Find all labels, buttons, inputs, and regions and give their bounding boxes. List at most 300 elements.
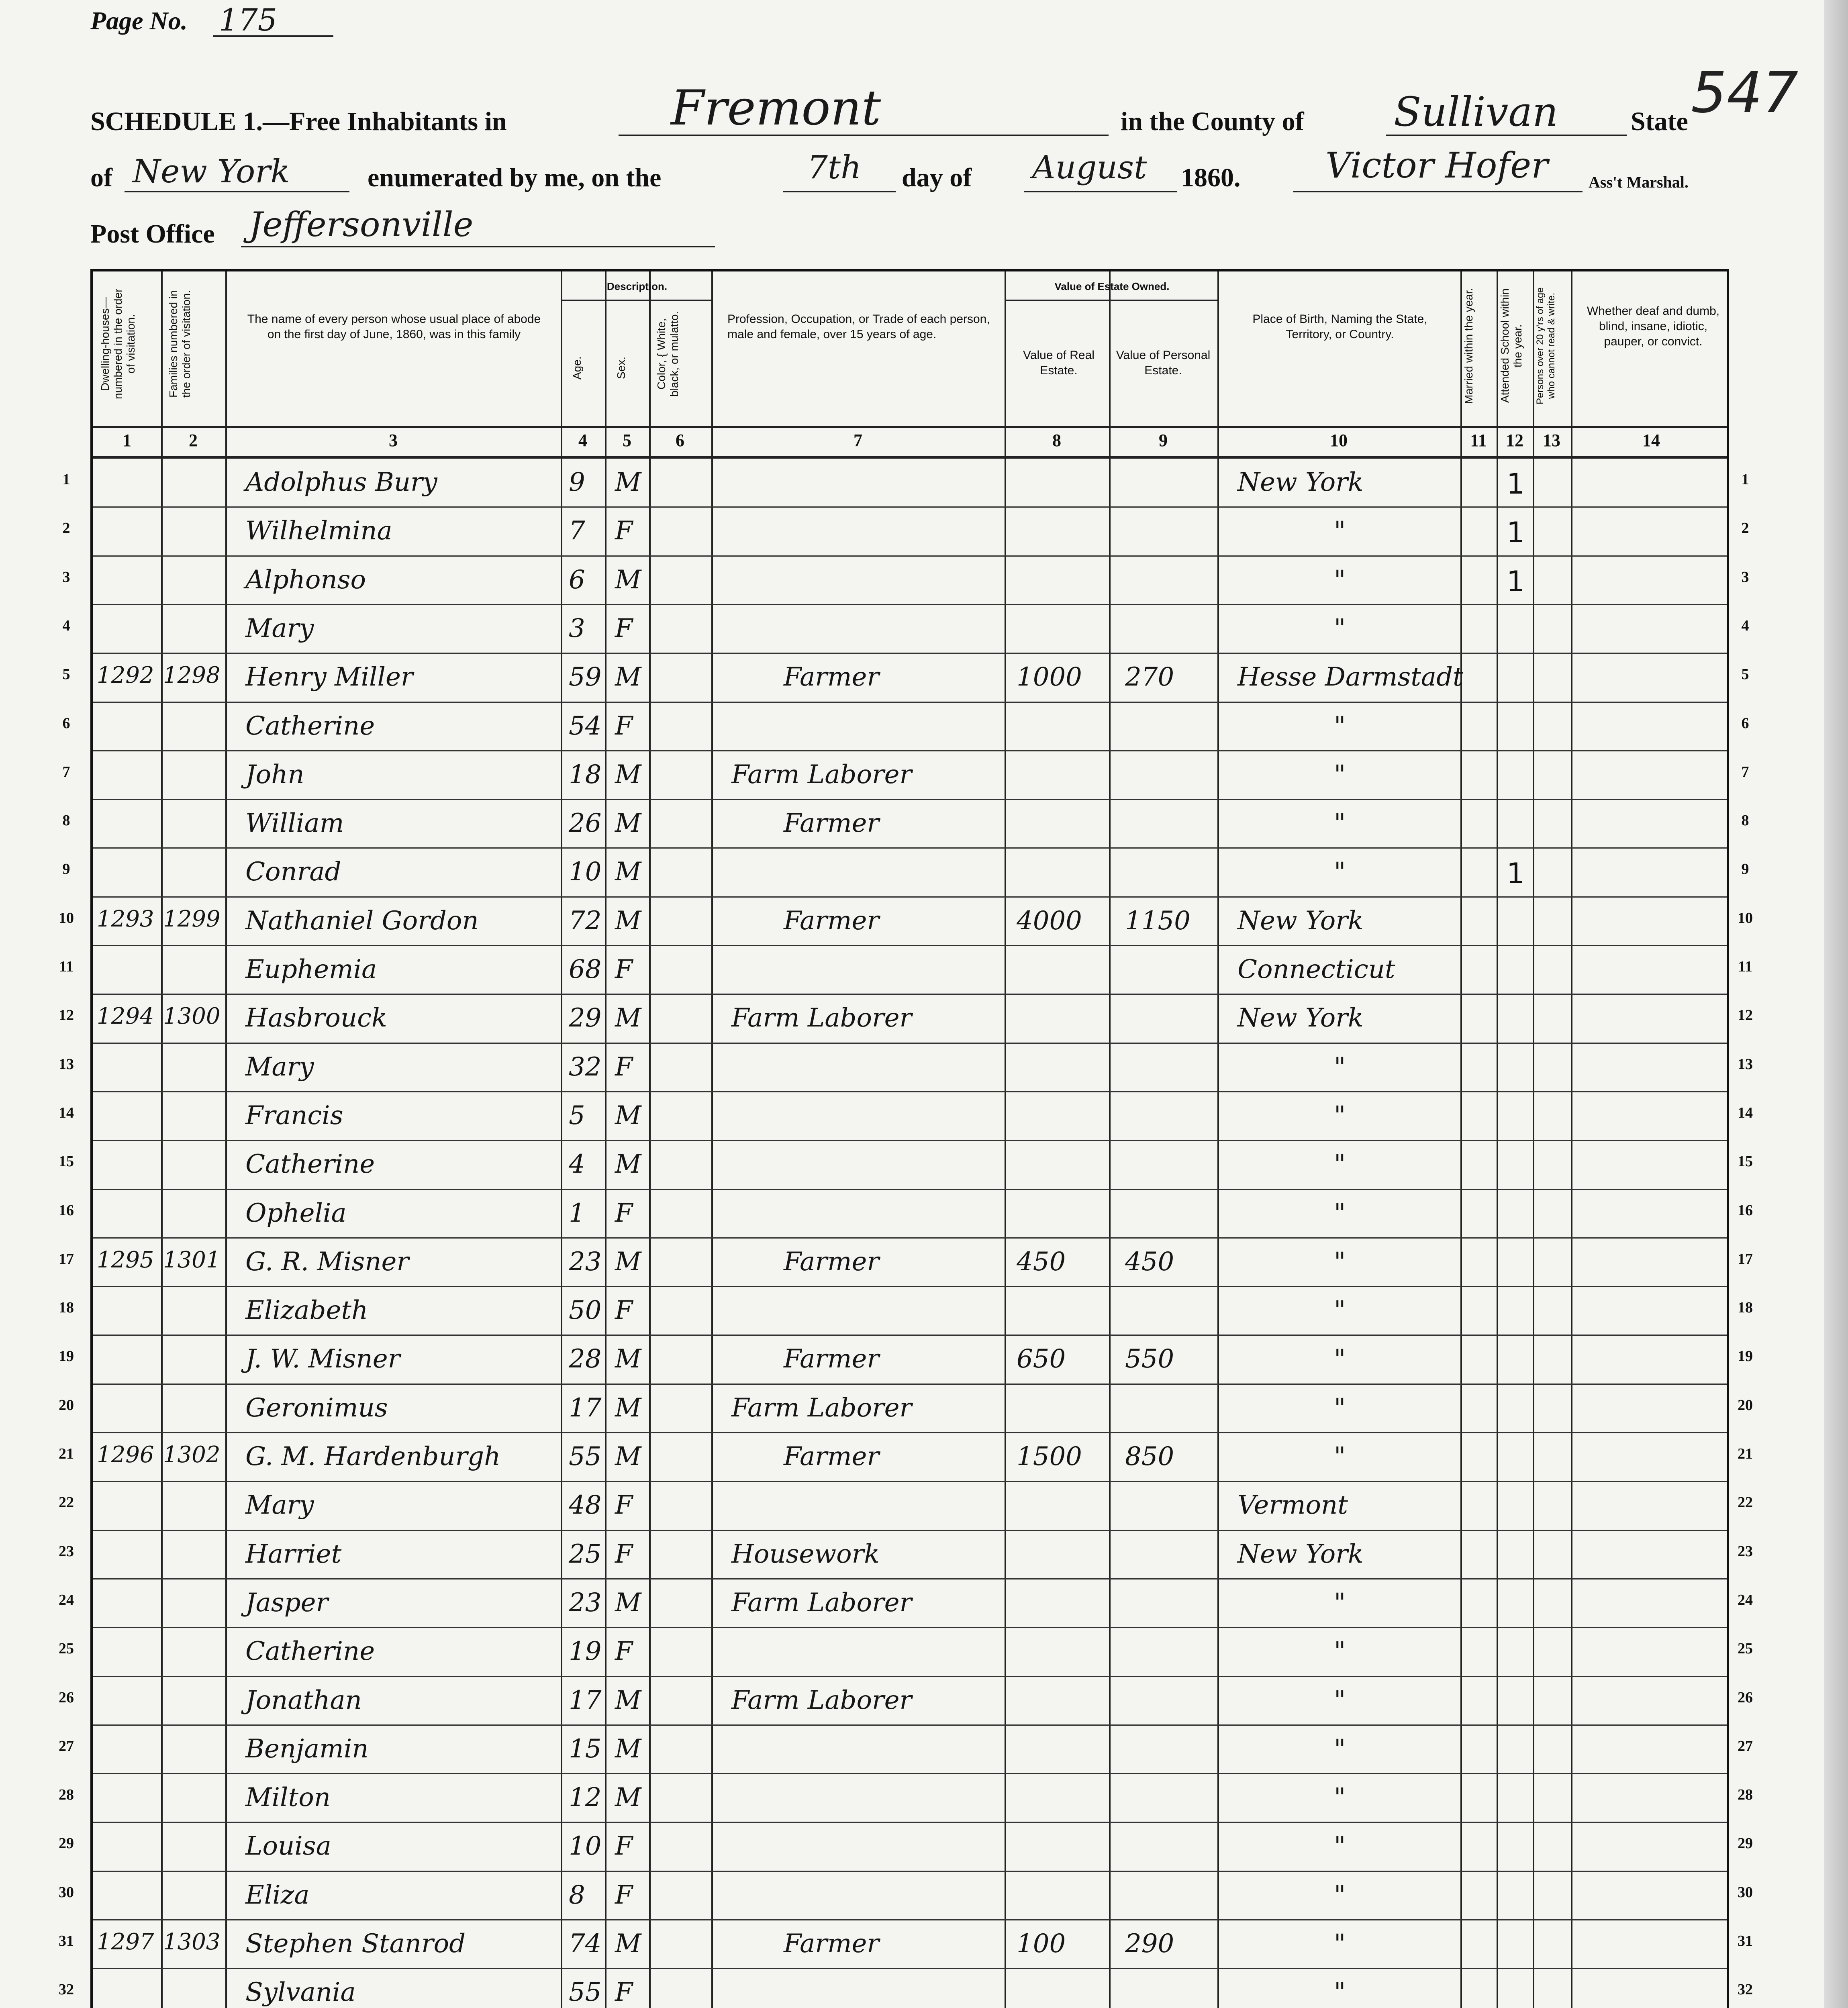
row-number-left: 17 bbox=[59, 1250, 74, 1267]
row-number-right: 1 bbox=[1741, 471, 1749, 488]
row-line bbox=[93, 604, 1727, 605]
value-line bbox=[1005, 300, 1217, 301]
row-number-left: 23 bbox=[59, 1543, 74, 1560]
column-number: 10 bbox=[1330, 431, 1348, 450]
occupation: Farm Laborer bbox=[731, 759, 912, 790]
enumerated-label: enumerated by me, on the bbox=[368, 163, 662, 192]
row-number-left: 9 bbox=[62, 861, 70, 878]
header-disability: Whether deaf and dumb, blind, insane, idiotic, pauper, or convict. bbox=[1587, 304, 1720, 348]
post-office-name: Jeffersonville bbox=[249, 205, 474, 244]
occupation: Farmer bbox=[784, 1442, 879, 1471]
person-name: Francis bbox=[245, 1100, 343, 1131]
person-sex: M bbox=[615, 1442, 641, 1471]
occupation: Farmer bbox=[784, 662, 879, 692]
stamp-number: 547 bbox=[1691, 60, 1799, 126]
row-number-left: 18 bbox=[59, 1299, 74, 1316]
header-family: Families numbered in the order of visitation. bbox=[167, 287, 192, 398]
header-dwelling: Dwelling-houses—numbered in the order of visitation. bbox=[99, 285, 137, 399]
person-sex: M bbox=[615, 759, 641, 790]
person-name: Henry Miller bbox=[245, 662, 413, 692]
personal-estate-value: 1150 bbox=[1125, 906, 1190, 936]
row-line bbox=[93, 1091, 1727, 1092]
day-line bbox=[783, 191, 896, 192]
personal-estate-value: 550 bbox=[1125, 1344, 1174, 1374]
person-name: Adolphus Bury bbox=[245, 467, 437, 497]
person-sex: M bbox=[615, 565, 641, 595]
person-name: J. W. Misner bbox=[245, 1344, 400, 1374]
row-line bbox=[93, 1578, 1727, 1579]
birthplace: " bbox=[1334, 1344, 1346, 1374]
column-number: 5 bbox=[623, 431, 631, 450]
person-sex: F bbox=[615, 1977, 633, 2008]
occupation: Farm Laborer bbox=[731, 1003, 912, 1033]
person-name: Louisa bbox=[245, 1831, 331, 1861]
row-line bbox=[93, 1773, 1727, 1774]
state-label: State bbox=[1631, 107, 1688, 136]
birthplace: " bbox=[1334, 1929, 1346, 1959]
person-age: 7 bbox=[569, 516, 585, 546]
real-estate-value: 1000 bbox=[1017, 662, 1082, 692]
row-number-right: 10 bbox=[1738, 909, 1753, 926]
column-number: 6 bbox=[676, 431, 684, 450]
post-office-line bbox=[241, 246, 715, 247]
row-number-right: 9 bbox=[1741, 861, 1749, 878]
row-number-right: 26 bbox=[1738, 1689, 1753, 1706]
marshal-signature: Victor Hofer bbox=[1325, 145, 1548, 186]
birthplace: " bbox=[1334, 1637, 1346, 1667]
of-label: of bbox=[90, 163, 112, 192]
person-name: Catherine bbox=[245, 711, 375, 741]
birthplace: " bbox=[1334, 613, 1346, 643]
birthplace: " bbox=[1334, 565, 1346, 595]
row-number-right: 5 bbox=[1741, 666, 1749, 683]
birthplace: " bbox=[1334, 1442, 1346, 1471]
row-number-right: 3 bbox=[1741, 568, 1749, 586]
row-number-left: 11 bbox=[59, 958, 74, 975]
row-number-right: 23 bbox=[1738, 1543, 1753, 1560]
person-age: 5 bbox=[569, 1100, 585, 1131]
row-line bbox=[93, 1822, 1727, 1823]
person-sex: M bbox=[615, 1003, 641, 1033]
row-line bbox=[93, 945, 1727, 946]
column-number: 1 bbox=[123, 431, 131, 450]
person-sex: F bbox=[615, 711, 633, 741]
row-number-left: 22 bbox=[59, 1494, 74, 1511]
real-estate-value: 650 bbox=[1017, 1344, 1066, 1374]
person-sex: F bbox=[615, 1831, 633, 1861]
person-age: 9 bbox=[569, 467, 585, 497]
header-age: Age. bbox=[571, 356, 583, 380]
row-number-left: 30 bbox=[59, 1884, 74, 1901]
schedule-title: SCHEDULE 1.—Free Inhabitants in bbox=[90, 107, 507, 136]
person-sex: F bbox=[615, 955, 633, 984]
header-sex: Sex. bbox=[615, 356, 627, 380]
row-number-right: 2 bbox=[1741, 520, 1749, 537]
row-line bbox=[93, 702, 1727, 703]
column-number: 12 bbox=[1506, 431, 1523, 450]
person-name: Sylvania bbox=[245, 1977, 356, 2008]
person-name: Mary bbox=[245, 1490, 314, 1520]
school-mark: 1 bbox=[1507, 516, 1525, 549]
person-age: 18 bbox=[569, 759, 602, 790]
person-name: Alphonso bbox=[245, 565, 366, 595]
birthplace: " bbox=[1334, 711, 1346, 741]
row-number-left: 10 bbox=[59, 909, 74, 926]
person-age: 54 bbox=[569, 711, 602, 741]
dwelling-number: 1294 bbox=[97, 1003, 154, 1030]
row-number-left: 16 bbox=[59, 1202, 74, 1219]
person-name: John bbox=[245, 759, 304, 790]
person-sex: M bbox=[615, 1685, 641, 1715]
header-bottom-line bbox=[93, 426, 1727, 428]
row-line bbox=[93, 896, 1727, 898]
state-line bbox=[125, 191, 349, 192]
census-table bbox=[90, 269, 1729, 2008]
person-age: 17 bbox=[569, 1393, 602, 1423]
birthplace: " bbox=[1334, 759, 1346, 790]
column-number: 3 bbox=[389, 431, 398, 450]
family-number: 1302 bbox=[163, 1442, 221, 1468]
row-line bbox=[93, 847, 1727, 849]
row-line bbox=[93, 1676, 1727, 1677]
person-name: Conrad bbox=[245, 857, 341, 887]
county-label: in the County of bbox=[1121, 107, 1304, 136]
dwelling-number: 1295 bbox=[97, 1247, 154, 1273]
personal-estate-value: 850 bbox=[1125, 1442, 1174, 1471]
row-line bbox=[93, 1627, 1727, 1628]
row-number-right: 11 bbox=[1738, 958, 1752, 975]
row-line bbox=[93, 653, 1727, 654]
person-name: William bbox=[245, 808, 344, 839]
column-number: 2 bbox=[189, 431, 198, 450]
birthplace: Hesse Darmstadt bbox=[1237, 662, 1463, 692]
person-name: Milton bbox=[245, 1783, 331, 1813]
row-number-right: 15 bbox=[1738, 1153, 1753, 1170]
row-number-right: 18 bbox=[1738, 1299, 1753, 1316]
occupation: Farm Laborer bbox=[731, 1588, 912, 1618]
person-name: G. M. Hardenburgh bbox=[245, 1442, 501, 1471]
row-number-left: 20 bbox=[59, 1396, 74, 1414]
family-number: 1299 bbox=[163, 906, 221, 932]
header-description: Description. bbox=[606, 280, 668, 292]
row-number-right: 28 bbox=[1738, 1786, 1753, 1804]
person-age: 15 bbox=[569, 1734, 602, 1764]
person-age: 28 bbox=[569, 1344, 602, 1374]
person-name: Mary bbox=[245, 1052, 314, 1082]
row-line bbox=[93, 1432, 1727, 1433]
row-number-right: 13 bbox=[1738, 1055, 1753, 1073]
row-line bbox=[93, 555, 1727, 557]
person-age: 32 bbox=[569, 1052, 602, 1082]
page-edge-shadow bbox=[1824, 0, 1848, 2008]
row-number-right: 32 bbox=[1738, 1981, 1753, 1998]
birthplace: " bbox=[1334, 1880, 1346, 1910]
birthplace: " bbox=[1334, 1977, 1346, 2008]
row-line bbox=[93, 1724, 1727, 1726]
person-age: 50 bbox=[569, 1296, 602, 1326]
person-sex: M bbox=[615, 1344, 641, 1374]
person-age: 23 bbox=[569, 1247, 602, 1277]
month-line bbox=[1024, 191, 1177, 192]
occupation: Housework bbox=[731, 1539, 880, 1569]
page-number: 175 bbox=[219, 2, 278, 38]
person-name: Euphemia bbox=[245, 955, 377, 984]
birthplace: " bbox=[1334, 1393, 1346, 1423]
row-number-left: 2 bbox=[62, 520, 70, 537]
person-sex: M bbox=[615, 1393, 641, 1423]
person-age: 6 bbox=[569, 565, 585, 595]
person-age: 10 bbox=[569, 1831, 602, 1861]
person-sex: M bbox=[615, 1100, 641, 1131]
row-line bbox=[93, 1189, 1727, 1190]
row-line bbox=[93, 1237, 1727, 1239]
row-line bbox=[93, 506, 1727, 508]
row-number-left: 21 bbox=[59, 1445, 74, 1462]
person-sex: F bbox=[615, 1052, 633, 1082]
person-name: Jasper bbox=[245, 1588, 329, 1618]
row-number-right: 21 bbox=[1738, 1445, 1753, 1462]
real-estate-value: 4000 bbox=[1017, 906, 1082, 936]
person-name: Nathaniel Gordon bbox=[245, 906, 479, 936]
row-number-left: 4 bbox=[62, 617, 70, 634]
birthplace: " bbox=[1334, 516, 1346, 546]
person-age: 26 bbox=[569, 808, 602, 839]
row-number-left: 14 bbox=[59, 1104, 74, 1121]
family-number: 1301 bbox=[163, 1247, 221, 1273]
marshal-line bbox=[1293, 191, 1583, 192]
description-line bbox=[561, 300, 711, 301]
column-numbers-line bbox=[93, 456, 1727, 459]
real-estate-value: 1500 bbox=[1017, 1442, 1082, 1471]
row-line bbox=[93, 799, 1727, 800]
person-sex: F bbox=[615, 1539, 633, 1569]
row-line bbox=[93, 994, 1727, 995]
enumeration-day: 7th bbox=[807, 149, 862, 186]
header-personal-estate: Value of Personal Estate. bbox=[1116, 349, 1211, 377]
person-name: Geronimus bbox=[245, 1393, 388, 1423]
row-number-right: 4 bbox=[1741, 617, 1749, 634]
row-number-left: 31 bbox=[59, 1932, 74, 1949]
row-number-right: 17 bbox=[1738, 1250, 1753, 1267]
person-name: Ophelia bbox=[245, 1198, 347, 1228]
person-age: 74 bbox=[569, 1929, 602, 1959]
row-number-right: 31 bbox=[1738, 1932, 1753, 1949]
person-sex: F bbox=[615, 1490, 633, 1520]
person-age: 59 bbox=[569, 662, 602, 692]
person-sex: F bbox=[615, 1296, 633, 1326]
page-label: Page No. bbox=[90, 6, 188, 35]
dwelling-number: 1293 bbox=[97, 906, 154, 932]
school-mark: 1 bbox=[1507, 467, 1525, 500]
enumeration-month: August bbox=[1032, 149, 1147, 186]
header-name: The name of every person whose usual place of abode on the first day of June, 1860, was in this family bbox=[247, 312, 541, 341]
family-number: 1300 bbox=[163, 1003, 221, 1030]
row-number-right: 14 bbox=[1738, 1104, 1753, 1121]
dwelling-number: 1296 bbox=[97, 1442, 154, 1468]
birthplace: New York bbox=[1237, 1003, 1364, 1033]
row-line bbox=[93, 1968, 1727, 1969]
row-number-left: 27 bbox=[59, 1737, 74, 1755]
state-name: New York bbox=[133, 153, 290, 190]
person-age: 72 bbox=[569, 906, 602, 936]
birthplace: New York bbox=[1237, 1539, 1364, 1569]
row-number-right: 16 bbox=[1738, 1202, 1753, 1219]
occupation: Farmer bbox=[784, 1929, 879, 1959]
marshal-label: Ass't Marshal. bbox=[1589, 173, 1689, 191]
person-sex: M bbox=[615, 662, 641, 692]
person-sex: M bbox=[615, 857, 641, 887]
person-sex: F bbox=[615, 516, 633, 546]
row-number-right: 27 bbox=[1738, 1737, 1753, 1755]
person-sex: M bbox=[615, 1588, 641, 1618]
person-sex: M bbox=[615, 467, 641, 497]
person-sex: M bbox=[615, 906, 641, 936]
person-name: Stephen Stanrod bbox=[245, 1929, 466, 1959]
person-name: Elizabeth bbox=[245, 1296, 368, 1326]
person-age: 68 bbox=[569, 955, 602, 984]
school-mark: 1 bbox=[1507, 857, 1525, 890]
row-line bbox=[93, 1871, 1727, 1872]
family-number: 1303 bbox=[163, 1929, 221, 1955]
family-number: 1298 bbox=[163, 662, 221, 689]
birthplace: " bbox=[1334, 1149, 1346, 1179]
occupation: Farmer bbox=[784, 906, 879, 936]
person-age: 23 bbox=[569, 1588, 602, 1618]
person-age: 29 bbox=[569, 1003, 602, 1033]
person-sex: M bbox=[615, 1247, 641, 1277]
person-sex: M bbox=[615, 1783, 641, 1813]
row-line bbox=[93, 1530, 1727, 1531]
birthplace: " bbox=[1334, 1052, 1346, 1082]
header-color: Color, { White, black, or mulatto. bbox=[655, 311, 680, 397]
row-number-left: 19 bbox=[59, 1348, 74, 1365]
row-number-right: 12 bbox=[1738, 1007, 1753, 1024]
header-value-estate: Value of Estate Owned. bbox=[1054, 280, 1170, 292]
column-number: 14 bbox=[1642, 431, 1660, 450]
row-line bbox=[93, 1481, 1727, 1482]
row-line bbox=[93, 1919, 1727, 1920]
person-age: 48 bbox=[569, 1490, 602, 1520]
row-number-right: 29 bbox=[1738, 1835, 1753, 1852]
real-estate-value: 450 bbox=[1017, 1247, 1066, 1277]
real-estate-value: 100 bbox=[1017, 1929, 1066, 1959]
person-name: Mary bbox=[245, 613, 314, 643]
birthplace: Connecticut bbox=[1237, 955, 1395, 984]
person-name: Hasbrouck bbox=[245, 1003, 387, 1033]
dwelling-number: 1292 bbox=[97, 662, 154, 689]
header-occupation: Profession, Occupation, or Trade of each person, male and female, over 15 years of age. bbox=[727, 312, 990, 341]
row-number-left: 32 bbox=[59, 1981, 74, 1998]
person-name: Catherine bbox=[245, 1637, 375, 1667]
enumeration-year: 1860. bbox=[1181, 163, 1241, 192]
column-number: 11 bbox=[1470, 431, 1487, 450]
personal-estate-value: 450 bbox=[1125, 1247, 1174, 1277]
birthplace: " bbox=[1334, 1100, 1346, 1131]
town-name: Fremont bbox=[671, 80, 881, 136]
row-number-left: 5 bbox=[62, 666, 70, 683]
person-sex: F bbox=[615, 1880, 633, 1910]
occupation: Farmer bbox=[784, 1344, 879, 1374]
person-age: 1 bbox=[569, 1198, 585, 1228]
row-number-left: 25 bbox=[59, 1640, 74, 1657]
occupation: Farm Laborer bbox=[731, 1393, 912, 1423]
row-line bbox=[93, 1140, 1727, 1141]
row-number-left: 3 bbox=[62, 568, 70, 586]
county-name: Sullivan bbox=[1394, 88, 1558, 135]
row-number-right: 22 bbox=[1738, 1494, 1753, 1511]
birthplace: " bbox=[1334, 1734, 1346, 1764]
row-number-left: 28 bbox=[59, 1786, 74, 1804]
county-line bbox=[1386, 135, 1627, 136]
row-number-right: 24 bbox=[1738, 1591, 1753, 1608]
occupation: Farmer bbox=[784, 1247, 879, 1277]
birthplace: " bbox=[1334, 1247, 1346, 1277]
row-number-right: 20 bbox=[1738, 1396, 1753, 1414]
birthplace: " bbox=[1334, 1685, 1346, 1715]
person-age: 12 bbox=[569, 1783, 602, 1813]
person-age: 55 bbox=[569, 1442, 602, 1471]
personal-estate-value: 290 bbox=[1125, 1929, 1174, 1959]
row-number-left: 6 bbox=[62, 714, 70, 732]
row-number-left: 29 bbox=[59, 1835, 74, 1852]
column-number: 8 bbox=[1052, 431, 1061, 450]
person-age: 10 bbox=[569, 857, 602, 887]
header-married: Married within the year. bbox=[1462, 288, 1475, 404]
person-sex: F bbox=[615, 1637, 633, 1667]
header-real-estate: Value of Real Estate. bbox=[1023, 349, 1095, 377]
row-number-right: 25 bbox=[1738, 1640, 1753, 1657]
birthplace: Vermont bbox=[1237, 1490, 1348, 1520]
birthplace: " bbox=[1334, 1296, 1346, 1326]
column-number: 7 bbox=[854, 431, 862, 450]
row-number-left: 13 bbox=[59, 1055, 74, 1073]
birthplace: " bbox=[1334, 808, 1346, 839]
row-line bbox=[93, 750, 1727, 751]
row-number-right: 30 bbox=[1738, 1884, 1753, 1901]
person-name: Benjamin bbox=[245, 1734, 369, 1764]
header-birthplace: Place of Birth, Naming the State, Territory, or Country. bbox=[1252, 312, 1427, 341]
row-number-right: 19 bbox=[1738, 1348, 1753, 1365]
occupation: Farm Laborer bbox=[731, 1685, 912, 1715]
row-number-left: 24 bbox=[59, 1591, 74, 1608]
row-number-left: 7 bbox=[62, 763, 70, 780]
dwelling-number: 1297 bbox=[97, 1929, 154, 1955]
personal-estate-value: 270 bbox=[1125, 662, 1174, 692]
row-number-right: 8 bbox=[1741, 812, 1749, 829]
person-name: Jonathan bbox=[245, 1685, 362, 1715]
person-age: 19 bbox=[569, 1637, 602, 1667]
person-age: 25 bbox=[569, 1539, 602, 1569]
school-mark: 1 bbox=[1507, 565, 1525, 598]
column-number: 13 bbox=[1543, 431, 1560, 450]
row-line bbox=[93, 1043, 1727, 1044]
person-sex: M bbox=[615, 1734, 641, 1764]
person-name: Catherine bbox=[245, 1149, 375, 1179]
birthplace: " bbox=[1334, 1831, 1346, 1861]
birthplace: " bbox=[1334, 1783, 1346, 1813]
person-name: Wilhelmina bbox=[245, 516, 392, 546]
row-line bbox=[93, 1384, 1727, 1385]
row-line bbox=[93, 1335, 1727, 1336]
person-name: G. R. Misner bbox=[245, 1247, 409, 1277]
row-number-left: 1 bbox=[62, 471, 70, 488]
birthplace: New York bbox=[1237, 906, 1364, 936]
town-line bbox=[619, 135, 1109, 136]
day-of-label: day of bbox=[902, 163, 972, 192]
person-age: 3 bbox=[569, 613, 585, 643]
header-illiterate: Persons over 20 y'rs of age who cannot read & write. bbox=[1535, 284, 1557, 404]
person-sex: M bbox=[615, 1929, 641, 1959]
